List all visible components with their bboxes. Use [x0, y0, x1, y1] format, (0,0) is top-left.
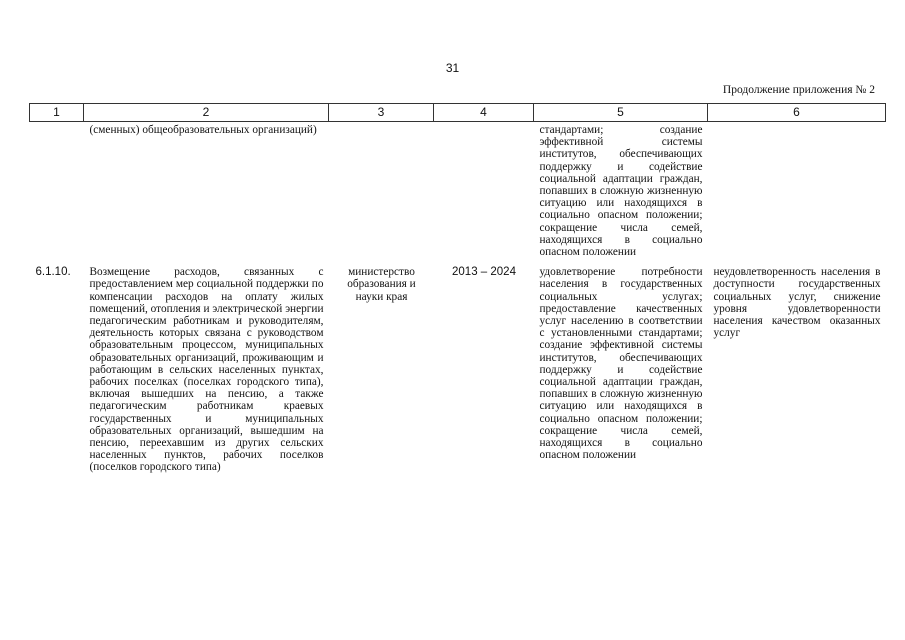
table-header-row [30, 104, 886, 122]
executor-cell: министерство образования и науки края [347, 266, 416, 303]
measure-cell: (сменных) общеобразовательных организаций) [89, 124, 317, 136]
executor-cell [329, 122, 434, 259]
years-cell [434, 122, 534, 259]
measure-cell: Возмещение расходов, связанных с предоставлением мер социальной поддержки по компенсации расходов на оплату жилых помещений, отопления и электрической энергии педагогическим работникам и руководителям, деятельность которых связана с руководством образовательным процессом, муниципальных образовательных организаций, проживающим и работающим в сельских населенных пунктах, рабочих поселках (поселках городского типа), включая вышедших на пенсию, а также педагогическим работникам краевых государственных и муниципальных образовательных организаций, вышедшим на пенсию, переехавшим из других сельских населенных пунктов, рабочих поселков (поселков городского типа) [89, 266, 324, 474]
page-number: 31 [445, 61, 460, 75]
column-header-result: 5 [534, 104, 708, 122]
consequence-cell [708, 122, 886, 259]
row-number [30, 122, 84, 259]
column-header-measure: 2 [84, 104, 329, 122]
column-header-years: 4 [434, 104, 534, 122]
column-header-executor: 3 [329, 104, 434, 122]
years-cell: 2013 – 2024 [452, 266, 516, 279]
result-cell: стандартами; создание эффективной системы институтов, обеспечивающих поддержку и содействие социальной адаптации граждан, попавших в сложную жизненную ситуацию или находящихся в социально опасном положении; сокращение числа семей, находящихся в социально опасном положении [539, 124, 703, 259]
continuation-label: Продолжение приложения № 2 [722, 84, 875, 96]
table-row [30, 258, 886, 473]
column-header-consequence: 6 [708, 104, 886, 122]
row-number: 6.1.10. [35, 266, 71, 279]
column-header-number: 1 [30, 104, 84, 122]
table-row [30, 122, 886, 259]
consequence-cell: неудовлетворенность населения в доступности государственных социальных услуг, снижение уровня удовлетворенности населения качеством оказанных услуг [713, 266, 881, 340]
program-table [29, 103, 886, 474]
result-cell: удовлетворение потребности населения в государственных социальных услугах; предоставление качественных услуг населению в соответствии с установленными стандартами; создание эффективной системы институтов, обеспечивающих поддержку и содействие социальной адаптации граждан, попавших в сложную жизненную ситуацию или находящихся в социально опасном положении; сокращение числа семей, находящихся в социально опасном положении [539, 266, 703, 462]
